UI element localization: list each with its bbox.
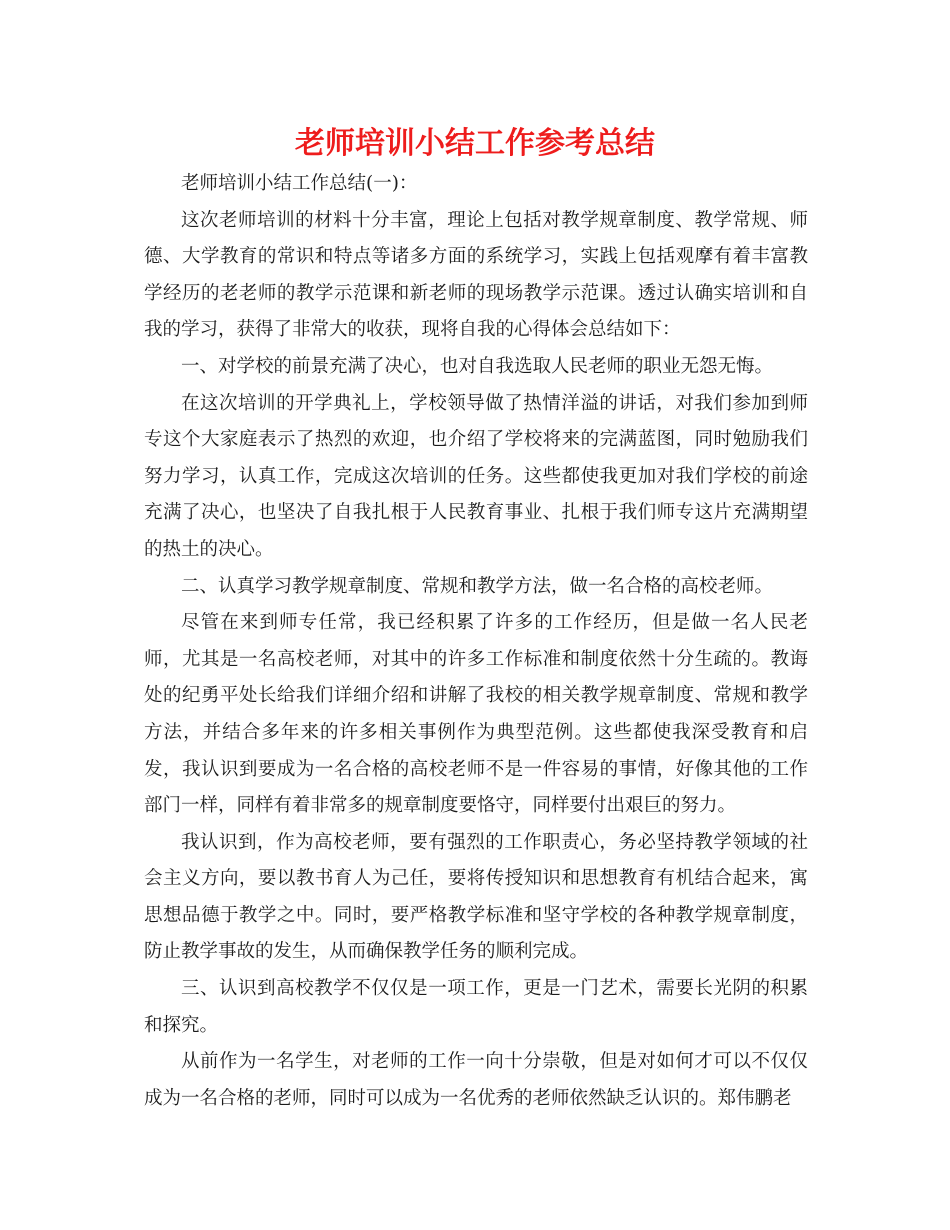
paragraph: 从前作为一名学生，对老师的工作一向十分崇敬，但是对如何才可以不仅仅成为一名合格的老师，同时可以成为一名优秀的老师依然缺乏认识的。郑伟鹏老 <box>144 1051 808 1109</box>
paragraph: 我认识到，作为高校老师，要有强烈的工作职责心，务必坚持教学领域的社会主义方向，要以教书育人为己任，要将传授知识和思想教育有机结合起来，寓思想品德于教学之中。同时，要严格教学标准和坚守学校的各种教学规章制度，防止教学事故的发生，从而确保教学任务的顺利完成。 <box>144 831 808 963</box>
paragraph: 在这次培训的开学典礼上，学校领导做了热情洋溢的讲话，对我们参加到师专这个大家庭表示了热烈的欢迎，也介绍了学校将来的完满蓝图，同时勉励我们努力学习，认真工作，完成这次培训的任务。这些都使我更加对我们学校的前途充满了决心，也坚决了自我扎根于人民教育事业、扎根于我们师专这片充满期望的热土的决心。 <box>144 392 808 560</box>
paragraph-intro-heading: 老师培训小结工作总结(一)： <box>181 173 418 194</box>
section-heading-1: 一、对学校的前景充满了决心，也对自我选取人民老师的职业无怨无悔。 <box>181 355 774 377</box>
section-heading-3: 三、认识到高校教学不仅仅是一项工作，更是一门艺术，需要长光阴的积累和探究。 <box>144 978 808 1036</box>
section-heading-2: 二、认真学习教学规章制度、常规和教学方法，做一名合格的高校老师。 <box>181 575 774 597</box>
document-body <box>144 166 808 1117</box>
document-title: 老师培训小结工作参考总结 <box>295 126 655 161</box>
paragraph: 尽管在来到师专任常，我已经积累了许多的工作经历，但是做一名人民老师，尤其是一名高校老师，对其中的许多工作标准和制度依然十分生疏的。教诲处的纪勇平处长给我们详细介绍和讲解了我校的相关教学规章制度、常规和教学方法，并结合多年来的许多相关事例作为典型范例。这些都使我深受教育和启发，我认识到要成为一名合格的高校老师不是一件容易的事情，好像其他的工作部门一样，同样有着非常多的规章制度要恪守，同样要付出艰巨的努力。 <box>144 612 808 817</box>
paragraph: 这次老师培训的材料十分丰富，理论上包括对教学规章制度、教学常规、师德、大学教育的常识和特点等诸多方面的系统学习，实践上包括观摩有着丰富教学经历的老老师的教学示范课和新老师的现场教学示范课。透过认确实培训和自我的学习，获得了非常大的收获，现将自我的心得体会总结如下： <box>144 209 808 341</box>
